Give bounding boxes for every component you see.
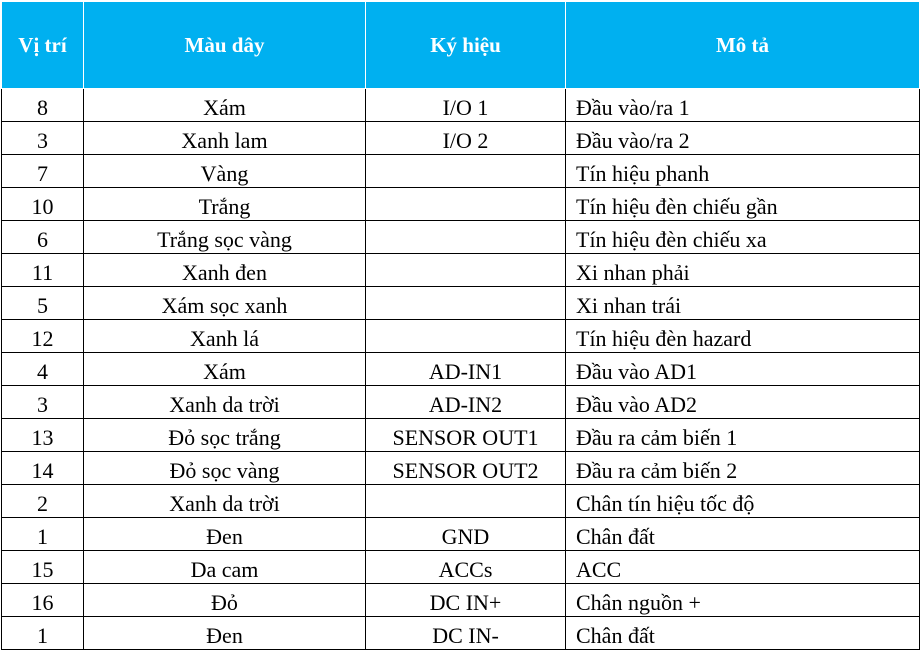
cell-position: 4	[2, 353, 84, 386]
cell-symbol	[366, 287, 566, 320]
cell-wire-color: Xám sọc xanh	[84, 287, 366, 320]
cell-description: Đầu vào/ra 1	[566, 89, 920, 122]
cell-description: Chân tín hiệu tốc độ	[566, 485, 920, 518]
cell-position: 3	[2, 386, 84, 419]
cell-symbol	[366, 254, 566, 287]
cell-wire-color: Đen	[84, 617, 366, 650]
table-row	[2, 122, 920, 155]
cell-position: 14	[2, 452, 84, 485]
header-position: Vị trí	[2, 2, 84, 89]
table-row	[2, 287, 920, 320]
cell-position: 3	[2, 122, 84, 155]
cell-symbol: SENSOR OUT1	[366, 419, 566, 452]
cell-symbol: SENSOR OUT2	[366, 452, 566, 485]
cell-wire-color: Trắng	[84, 188, 366, 221]
cell-wire-color: Xám	[84, 89, 366, 122]
cell-position: 6	[2, 221, 84, 254]
cell-wire-color: Đỏ sọc trắng	[84, 419, 366, 452]
cell-wire-color: Vàng	[84, 155, 366, 188]
cell-wire-color: Xanh da trời	[84, 485, 366, 518]
cell-position: 1	[2, 518, 84, 551]
header-description: Mô tả	[566, 2, 920, 89]
cell-description: Chân đất	[566, 617, 920, 650]
cell-symbol: GND	[366, 518, 566, 551]
header-wire-color: Màu dây	[84, 2, 366, 89]
table-row	[2, 518, 920, 551]
cell-symbol	[366, 221, 566, 254]
table-row	[2, 551, 920, 584]
cell-description: Đầu ra cảm biến 1	[566, 419, 920, 452]
cell-position: 13	[2, 419, 84, 452]
cell-description: Tín hiệu đèn hazard	[566, 320, 920, 353]
cell-wire-color: Đỏ	[84, 584, 366, 617]
cell-position: 8	[2, 89, 84, 122]
cell-symbol: AD-IN2	[366, 386, 566, 419]
table-row	[2, 89, 920, 122]
table-row	[2, 617, 920, 650]
cell-wire-color: Xanh đen	[84, 254, 366, 287]
cell-position: 1	[2, 617, 84, 650]
table-row	[2, 254, 920, 287]
cell-symbol	[366, 485, 566, 518]
cell-symbol: I/O 1	[366, 89, 566, 122]
cell-symbol: ACCs	[366, 551, 566, 584]
cell-symbol	[366, 320, 566, 353]
cell-symbol: DC IN+	[366, 584, 566, 617]
table-body	[2, 89, 920, 650]
table-row	[2, 419, 920, 452]
wiring-pinout-table	[1, 1, 920, 650]
cell-description: Tín hiệu đèn chiếu gần	[566, 188, 920, 221]
cell-wire-color: Da cam	[84, 551, 366, 584]
cell-wire-color: Đen	[84, 518, 366, 551]
cell-symbol	[366, 188, 566, 221]
cell-wire-color: Đỏ sọc vàng	[84, 452, 366, 485]
cell-symbol: AD-IN1	[366, 353, 566, 386]
cell-position: 15	[2, 551, 84, 584]
table-row	[2, 584, 920, 617]
cell-wire-color: Trắng sọc vàng	[84, 221, 366, 254]
table-row	[2, 386, 920, 419]
cell-description: Chân nguồn +	[566, 584, 920, 617]
cell-description: Xi nhan phải	[566, 254, 920, 287]
cell-symbol	[366, 155, 566, 188]
cell-position: 10	[2, 188, 84, 221]
table-row	[2, 188, 920, 221]
cell-description: Tín hiệu đèn chiếu xa	[566, 221, 920, 254]
table-row	[2, 485, 920, 518]
cell-position: 2	[2, 485, 84, 518]
table-row	[2, 452, 920, 485]
cell-position: 11	[2, 254, 84, 287]
table-row	[2, 353, 920, 386]
cell-description: Đầu vào/ra 2	[566, 122, 920, 155]
cell-wire-color: Xanh da trời	[84, 386, 366, 419]
table-row	[2, 221, 920, 254]
cell-symbol: DC IN-	[366, 617, 566, 650]
cell-description: ACC	[566, 551, 920, 584]
cell-description: Đầu vào AD1	[566, 353, 920, 386]
cell-wire-color: Xanh lá	[84, 320, 366, 353]
table-header	[2, 2, 920, 89]
cell-wire-color: Xanh lam	[84, 122, 366, 155]
cell-symbol: I/O 2	[366, 122, 566, 155]
header-row	[2, 2, 920, 89]
cell-position: 12	[2, 320, 84, 353]
cell-wire-color: Xám	[84, 353, 366, 386]
header-symbol: Ký hiệu	[366, 2, 566, 89]
cell-description: Xi nhan trái	[566, 287, 920, 320]
cell-position: 7	[2, 155, 84, 188]
cell-description: Tín hiệu phanh	[566, 155, 920, 188]
table-row	[2, 155, 920, 188]
cell-description: Chân đất	[566, 518, 920, 551]
cell-position: 5	[2, 287, 84, 320]
table-row	[2, 320, 920, 353]
cell-position: 16	[2, 584, 84, 617]
cell-description: Đầu ra cảm biến 2	[566, 452, 920, 485]
cell-description: Đầu vào AD2	[566, 386, 920, 419]
